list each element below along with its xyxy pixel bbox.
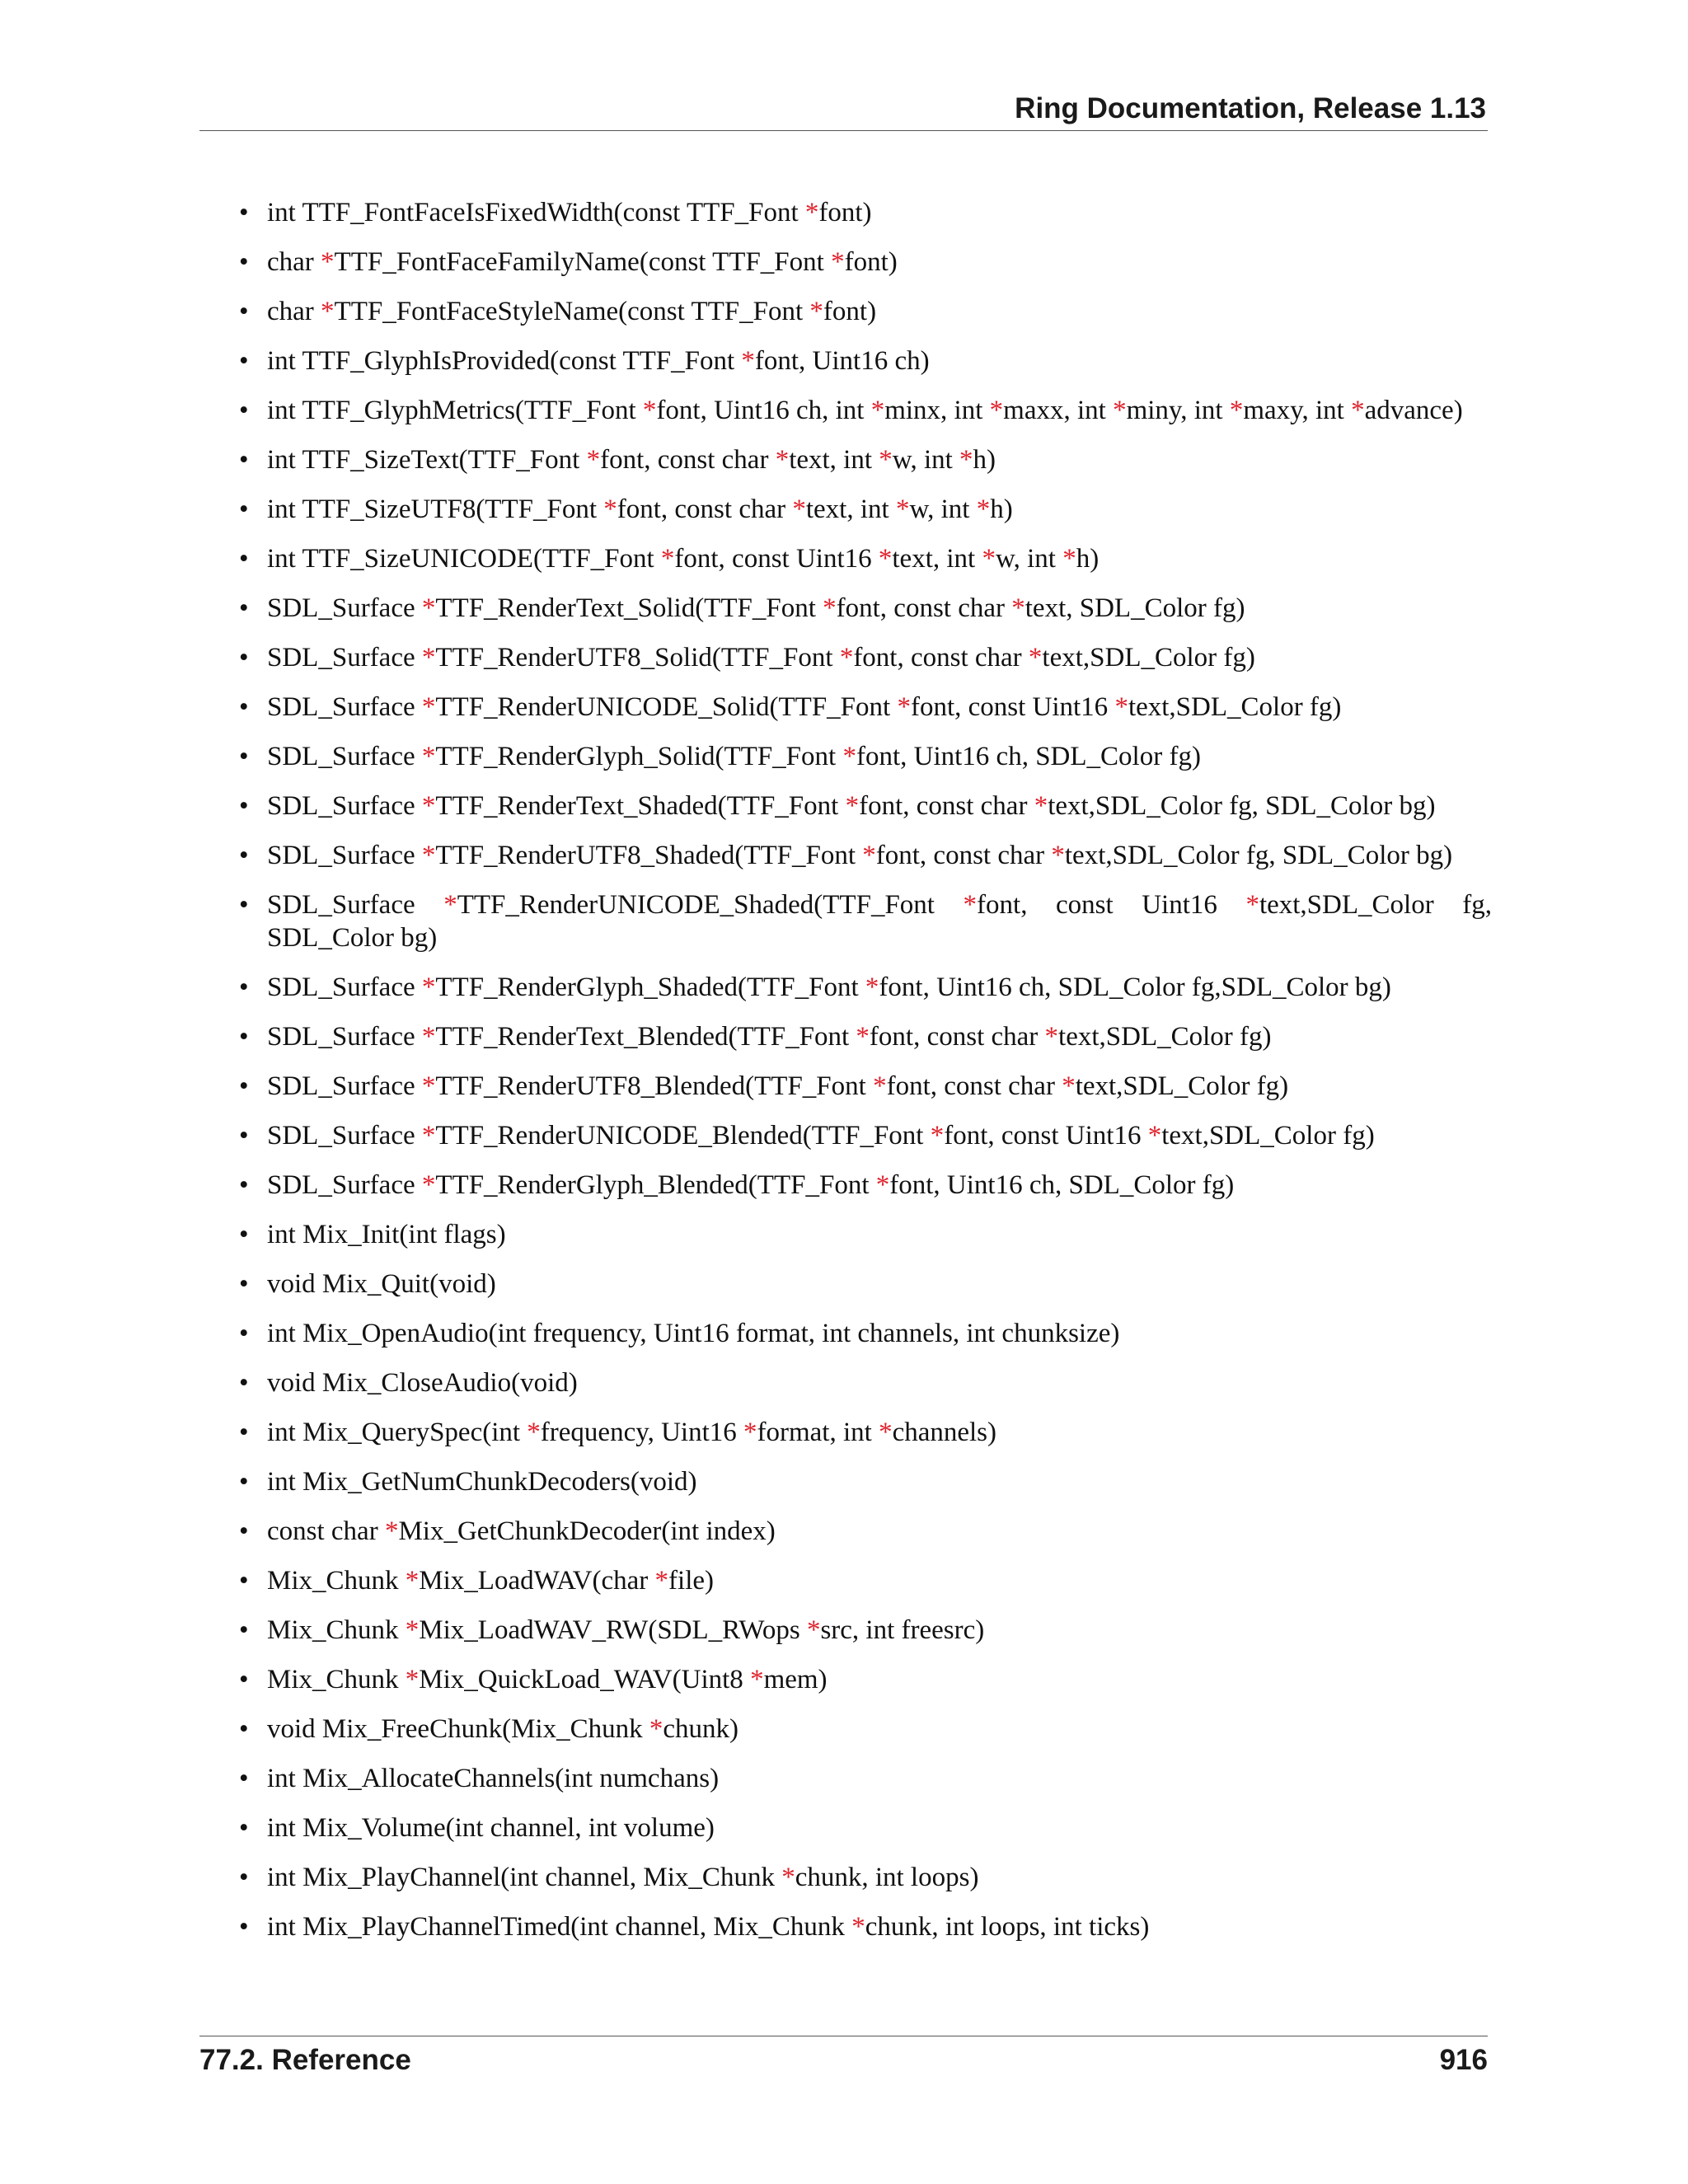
list-item: [239, 790, 1492, 823]
list-item: [239, 1218, 1492, 1251]
function-signature: int Mix_GetNumChunkDecoders(void): [267, 1467, 697, 1497]
list-item: [239, 246, 1492, 279]
bullet-icon: •: [239, 494, 249, 524]
bullet-icon: •: [239, 1615, 249, 1645]
list-item: [239, 1762, 1492, 1795]
list-item: [239, 971, 1492, 1004]
list-item: [239, 394, 1492, 427]
bullet-icon: •: [239, 692, 249, 722]
function-signature: SDL_Surface *TTF_RenderUNICODE_Blended(TTF_Font *font, const Uint16 *text,SDL_Color fg): [267, 1121, 1375, 1151]
bullet-icon: •: [239, 1863, 249, 1892]
function-signature: SDL_Surface *TTF_RenderGlyph_Shaded(TTF_Font *font, Uint16 ch, SDL_Color fg,SDL_Color bg): [267, 972, 1391, 1002]
function-signature: Mix_Chunk *Mix_QuickLoad_WAV(Uint8 *mem): [267, 1665, 828, 1694]
bullet-icon: •: [239, 1813, 249, 1843]
header-divider: [199, 130, 1488, 131]
function-signature: int TTF_GlyphIsProvided(const TTF_Font *font, Uint16 ch): [267, 346, 930, 376]
function-signature: int TTF_FontFaceIsFixedWidth(const TTF_Font *font): [267, 198, 872, 227]
list-item: [239, 1366, 1492, 1399]
list-item: [239, 1317, 1492, 1350]
bullet-icon: •: [239, 1714, 249, 1744]
list-item: [239, 1811, 1492, 1844]
function-signature: int Mix_OpenAudio(int frequency, Uint16 format, int channels, int chunksize): [267, 1319, 1120, 1348]
bullet-icon: •: [239, 1418, 249, 1447]
function-signature: SDL_Surface *TTF_RenderGlyph_Solid(TTF_Font *font, Uint16 ch, SDL_Color fg): [267, 742, 1201, 771]
list-item: [239, 1663, 1492, 1696]
page-number: 916: [1439, 2044, 1488, 2076]
list-item: [239, 196, 1492, 229]
bullet-icon: •: [239, 742, 249, 771]
function-signature: SDL_Surface *TTF_RenderText_Solid(TTF_Font *font, const char *text, SDL_Color fg): [267, 593, 1245, 623]
bullet-icon: •: [239, 1170, 249, 1200]
list-item: [239, 443, 1492, 476]
bullet-icon: •: [239, 1665, 249, 1694]
bullet-icon: •: [239, 1269, 249, 1299]
function-signature: SDL_Surface *TTF_RenderText_Blended(TTF_Font *font, const char *text,SDL_Color fg): [267, 1022, 1272, 1052]
function-signature: int Mix_AllocateChannels(int numchans): [267, 1764, 720, 1793]
function-signature: int TTF_GlyphMetrics(TTF_Font *font, Uint16 ch, int *minx, int *maxx, int *miny, int *maxy, int *advance): [267, 396, 1463, 425]
function-list: [239, 196, 1492, 1960]
bullet-icon: •: [239, 1764, 249, 1793]
list-item: [239, 1713, 1492, 1746]
list-item: [239, 839, 1492, 872]
bullet-icon: •: [239, 593, 249, 623]
function-signature: const char *Mix_GetChunkDecoder(int index): [267, 1516, 776, 1546]
list-item: [239, 1169, 1492, 1202]
list-item: [239, 1416, 1492, 1449]
function-signature: SDL_Surface *TTF_RenderGlyph_Blended(TTF_Font *font, Uint16 ch, SDL_Color fg): [267, 1170, 1235, 1200]
list-item: [239, 295, 1492, 328]
list-item: [239, 344, 1492, 377]
list-item: [239, 1465, 1492, 1498]
list-item: [239, 691, 1492, 724]
list-item: [239, 542, 1492, 575]
function-signature: SDL_Surface *TTF_RenderUNICODE_Shaded(TTF_Font *font, const Uint16 *text,SDL_Color fg, SDL_Color bg): [267, 890, 1492, 953]
bullet-icon: •: [239, 841, 249, 870]
list-item: [239, 1268, 1492, 1301]
list-item: [239, 1614, 1492, 1647]
bullet-icon: •: [239, 1071, 249, 1101]
bullet-icon: •: [239, 972, 249, 1002]
bullet-icon: •: [239, 1566, 249, 1596]
running-header-title: Ring Documentation, Release 1.13: [1015, 92, 1486, 124]
list-item: [239, 740, 1492, 773]
bullet-icon: •: [239, 1319, 249, 1348]
list-item: [239, 1020, 1492, 1053]
list-item: [239, 493, 1492, 526]
function-signature: int TTF_SizeUTF8(TTF_Font *font, const char *text, int *w, int *h): [267, 494, 1013, 524]
function-signature: int TTF_SizeText(TTF_Font *font, const char *text, int *w, int *h): [267, 445, 996, 475]
function-signature: void Mix_Quit(void): [267, 1269, 496, 1299]
bullet-icon: •: [239, 1368, 249, 1398]
list-item: [239, 1070, 1492, 1103]
list-item: [239, 1119, 1492, 1152]
function-signature: Mix_Chunk *Mix_LoadWAV_RW(SDL_RWops *src, int freesrc): [267, 1615, 985, 1645]
bullet-icon: •: [239, 346, 249, 376]
list-item: [239, 592, 1492, 625]
bullet-icon: •: [239, 643, 249, 673]
function-signature: SDL_Surface *TTF_RenderUTF8_Blended(TTF_Font *font, const char *text,SDL_Color fg): [267, 1071, 1289, 1101]
function-signature: void Mix_FreeChunk(Mix_Chunk *chunk): [267, 1714, 738, 1744]
function-signature: SDL_Surface *TTF_RenderUTF8_Solid(TTF_Font *font, const char *text,SDL_Color fg): [267, 643, 1255, 673]
bullet-icon: •: [239, 1467, 249, 1497]
bullet-icon: •: [239, 1022, 249, 1052]
bullet-icon: •: [239, 544, 249, 574]
bullet-icon: •: [239, 198, 249, 227]
function-signature: int TTF_SizeUNICODE(TTF_Font *font, const Uint16 *text, int *w, int *h): [267, 544, 1100, 574]
list-item: [239, 1910, 1492, 1943]
bullet-icon: •: [239, 1220, 249, 1249]
bullet-icon: •: [239, 1912, 249, 1942]
list-item: [239, 888, 1492, 954]
bullet-icon: •: [239, 396, 249, 425]
bullet-icon: •: [239, 890, 249, 920]
function-signature: int Mix_PlayChannelTimed(int channel, Mix_Chunk *chunk, int loops, int ticks): [267, 1912, 1150, 1942]
function-signature: SDL_Surface *TTF_RenderText_Shaded(TTF_Font *font, const char *text,SDL_Color fg, SDL_Color bg): [267, 791, 1436, 821]
function-signature: SDL_Surface *TTF_RenderUTF8_Shaded(TTF_Font *font, const char *text,SDL_Color fg, SDL_Color bg): [267, 841, 1453, 870]
list-item: [239, 641, 1492, 674]
bullet-icon: •: [239, 247, 249, 277]
function-signature: int Mix_QuerySpec(int *frequency, Uint16 *format, int *channels): [267, 1418, 997, 1447]
bullet-icon: •: [239, 297, 249, 326]
bullet-icon: •: [239, 1516, 249, 1546]
function-signature: Mix_Chunk *Mix_LoadWAV(char *file): [267, 1566, 714, 1596]
function-signature: void Mix_CloseAudio(void): [267, 1368, 578, 1398]
function-signature: int Mix_Init(int flags): [267, 1220, 506, 1249]
list-item: [239, 1861, 1492, 1894]
bullet-icon: •: [239, 791, 249, 821]
footer-section-title: 77.2. Reference: [199, 2044, 411, 2076]
function-signature: char *TTF_FontFaceFamilyName(const TTF_Font *font): [267, 247, 898, 277]
function-signature: int Mix_PlayChannel(int channel, Mix_Chunk *chunk, int loops): [267, 1863, 979, 1892]
bullet-icon: •: [239, 445, 249, 475]
function-signature: char *TTF_FontFaceStyleName(const TTF_Font *font): [267, 297, 877, 326]
list-item: [239, 1515, 1492, 1548]
bullet-icon: •: [239, 1121, 249, 1151]
function-signature: SDL_Surface *TTF_RenderUNICODE_Solid(TTF_Font *font, const Uint16 *text,SDL_Color fg): [267, 692, 1342, 722]
list-item: [239, 1564, 1492, 1597]
function-signature: int Mix_Volume(int channel, int volume): [267, 1813, 715, 1843]
